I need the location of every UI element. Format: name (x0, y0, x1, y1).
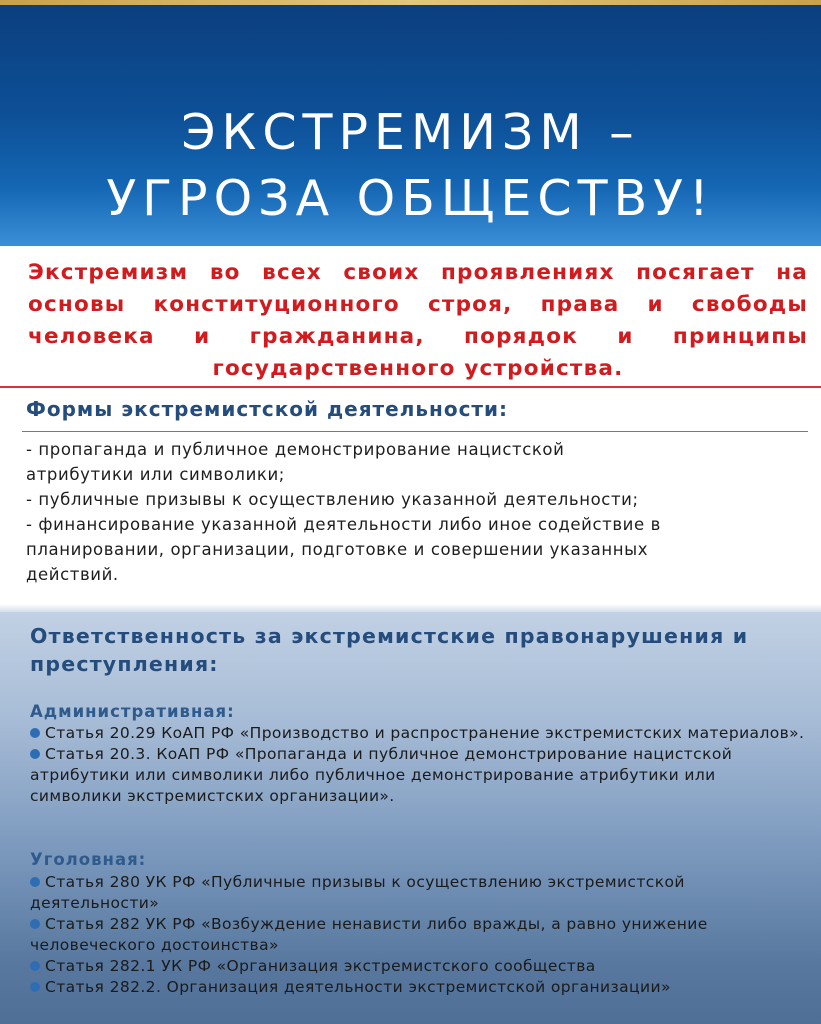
list-item (30, 914, 805, 956)
bullet-icon (30, 728, 40, 738)
forms-line: - пропаганда и публичное демонстрирование нацистской (26, 440, 565, 459)
list-item (30, 723, 805, 744)
article-text: Статья 20.3. КоАП РФ «Пропаганда и публичное демонстрирование нацистской атрибутики или символики либо публичное демонстрирование атрибутики или символики экстремистских организации». (30, 745, 733, 805)
title-line-2: УГРОЗА ОБЩЕСТВУ! (106, 169, 715, 227)
administrative-list (30, 723, 805, 807)
red-divider (0, 386, 821, 388)
list-item (30, 956, 805, 977)
criminal-label: Уголовная: (30, 850, 147, 869)
forms-divider (22, 431, 808, 432)
title-line-1: ЭКСТРЕМИЗМ – (181, 103, 640, 161)
bullet-icon (30, 982, 40, 992)
page-title (0, 100, 821, 232)
criminal-list (30, 872, 805, 998)
forms-line: действий. (26, 565, 119, 584)
intro-statement: Экстремизм во всех своих проявлениях посягает на основы конституционного строя, права и свободы человека и гражданина, порядок и принципы государственного устройства. (28, 260, 808, 381)
header-banner (0, 5, 821, 246)
forms-list (26, 437, 786, 587)
forms-line: атрибутики или символики; (26, 465, 285, 484)
article-text: Статья 282.2. Организация деятельности экстремистской организации» (45, 978, 671, 996)
article-text: Статья 280 УК РФ «Публичные призывы к осуществлению экстремистской деятельности» (30, 873, 685, 912)
bullet-icon (30, 919, 40, 929)
bullet-icon (30, 961, 40, 971)
article-text: Статья 282 УК РФ «Возбуждение ненависти либо вражды, а равно унижение человеческого достоинства» (30, 915, 708, 954)
list-item (30, 744, 805, 807)
forms-line: - публичные призывы к осуществлению указанной деятельности; (26, 490, 639, 509)
forms-line: планировании, организации, подготовке и совершении указанных (26, 540, 649, 559)
forms-heading: Формы экстремистской деятельности: (26, 397, 509, 421)
article-text: Статья 20.29 КоАП РФ «Производство и распространение экстремистских материалов». (45, 724, 805, 742)
article-text: Статья 282.1 УК РФ «Организация экстремистского сообщества (45, 957, 596, 975)
administrative-label: Административная: (30, 702, 235, 721)
list-item (30, 872, 805, 914)
bullet-icon (30, 749, 40, 759)
forms-line: - финансирование указанной деятельности либо иное содействие в (26, 515, 661, 534)
responsibility-heading: Ответственность за экстремистские правонарушения и преступления: (30, 624, 749, 676)
list-item (30, 977, 805, 998)
bullet-icon (30, 877, 40, 887)
